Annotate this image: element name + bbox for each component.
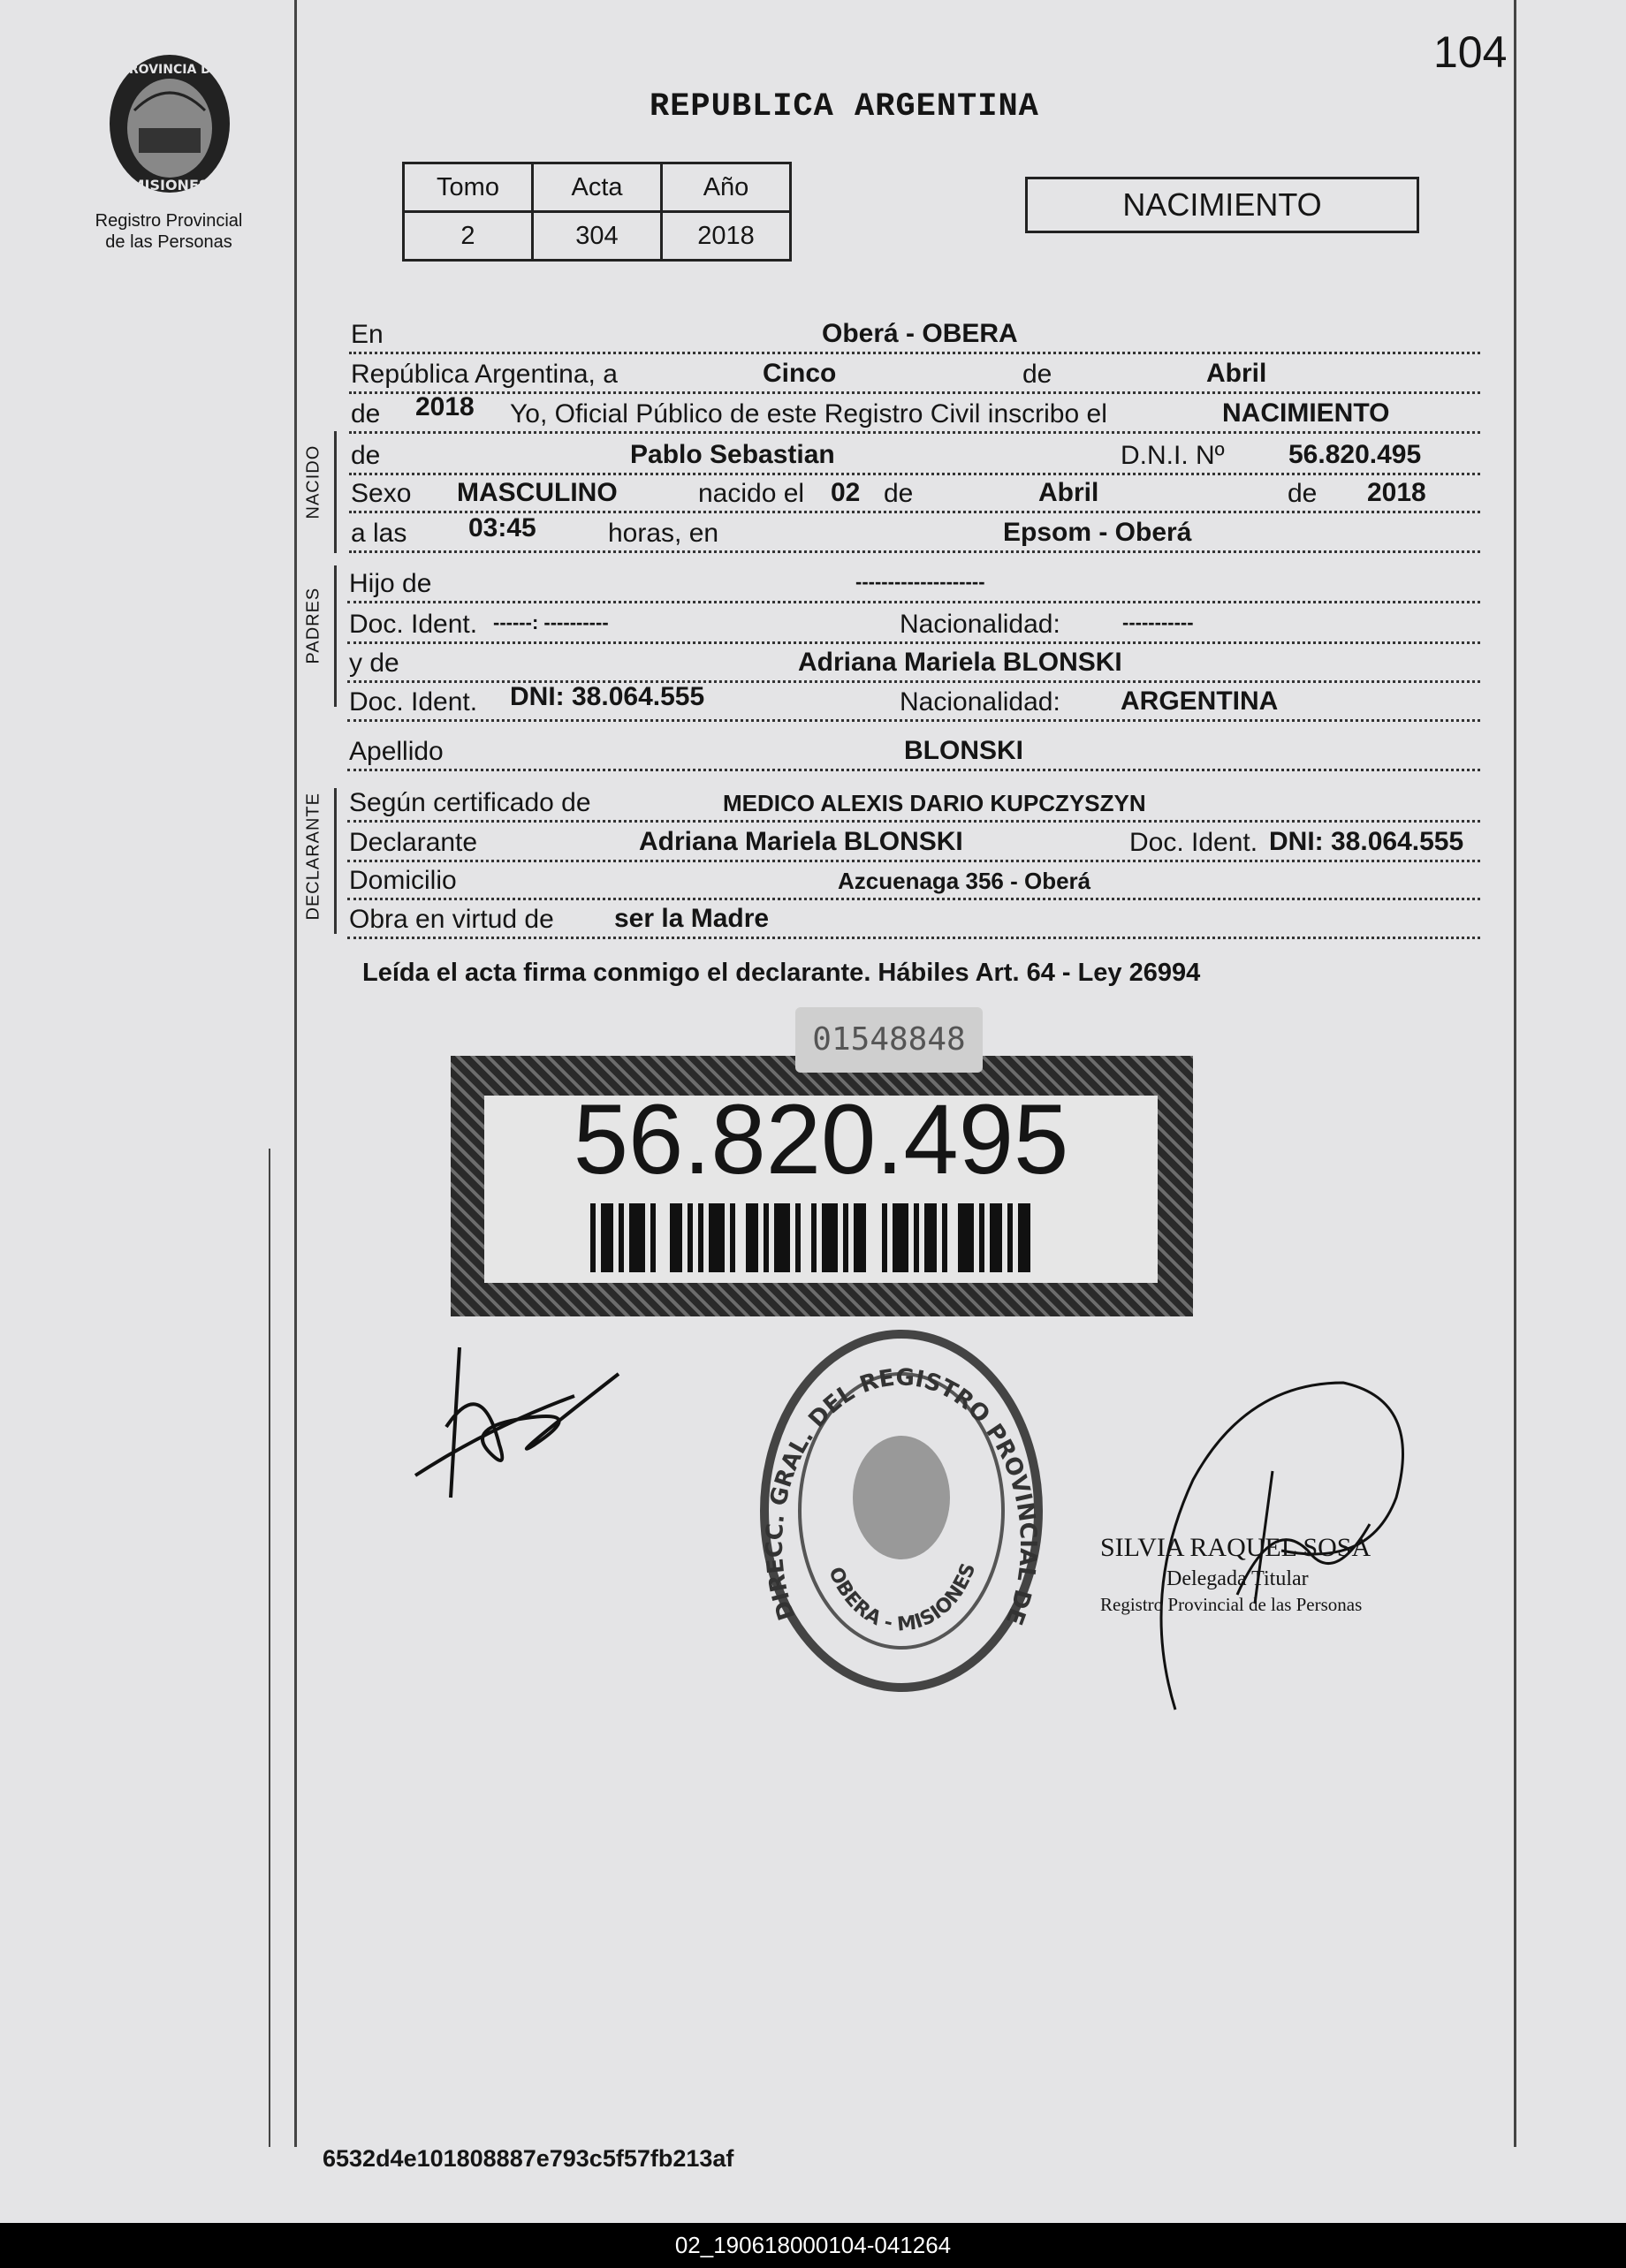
stamp-outer-text: DIRECC. GRAL. DEL REGISTRO PROVINCIAL DE [761,1364,1042,1628]
inner-margin-line [269,1149,270,2147]
serial-number: 01548848 [795,1007,983,1073]
row-en [349,318,1480,354]
barcode-icon [590,1203,1032,1272]
label-sexo: Sexo [351,479,414,509]
value-en: Oberá - OBERA [822,319,1018,348]
registry-label-line1: Registro Provincial [95,211,243,231]
value-sexo: MASCULINO [457,478,618,507]
logo-text-top: PROVINCIA DE [119,63,220,77]
value-domicilio: Azcuenaga 356 - Oberá [838,868,1091,894]
value-doc1: ------: ---------- [493,611,609,633]
page-number: 104 [1433,27,1508,77]
label-yde: y de [349,649,403,679]
label-horas-en: horas, en [608,519,722,549]
row-nombre [349,439,1480,475]
value-tomo: 2 [404,212,533,261]
label-nacido-el: nacido el [698,479,808,509]
row-doc1 [347,608,1480,644]
row-apellido [347,735,1480,771]
value-doc3: DNI: 38.064.555 [1269,827,1464,856]
value-dni: 56.820.495 [1288,440,1422,469]
label-nac1: Nacionalidad: [900,610,1064,640]
value-anio: 2018 [662,212,791,261]
value-nacido-dia: 02 [831,478,861,507]
registry-label [84,210,254,253]
row-obra [347,903,1480,939]
value-nacido-anio: 2018 [1367,478,1426,507]
label-alas: a las [351,519,410,549]
label-de2: de [884,479,916,509]
side-label-nacido: NACIDO [303,444,323,520]
row-republica [349,358,1480,394]
value-hora: 03:45 [468,513,536,542]
row-hijo [347,567,1480,603]
logo-text-bottom: MISIONES [130,177,209,193]
value-hijo: -------------------- [855,571,985,593]
dni-big-number: 56.820.495 [573,1084,1069,1195]
value-madre: Adriana Mariela BLONSKI [798,648,1122,677]
act-type-box: NACIMIENTO [1025,177,1419,233]
label-republica: República Argentina, a [351,360,621,390]
side-label-padres: PADRES [303,587,323,664]
row-doc2 [347,682,1480,722]
value-obra: ser la Madre [614,904,770,933]
official-registry: Registro Provincial de las Personas [1100,1594,1363,1615]
row-madre [347,647,1480,683]
label-apellido: Apellido [349,737,447,767]
country-title: REPUBLICA ARGENTINA [650,88,1039,125]
document-hash: 6532d4e101808887e793c5f57fb213af [323,2145,734,2172]
value-nombre: Pablo Sebastian [630,440,835,469]
left-margin-line [294,0,297,2147]
label-dni: D.N.I. Nº [1121,441,1228,471]
row-sexo [349,477,1480,513]
province-logo [99,49,240,203]
value-certificado: MEDICO ALEXIS DARIO KUPCZYSZYN [723,790,1146,816]
label-doc1: Doc. Ident. [349,610,481,640]
value-day-word: Cinco [763,359,837,388]
registry-label-line2: de las Personas [105,232,232,252]
nacido-bracket [334,431,337,553]
value-doc2: DNI: 38.064.555 [510,682,705,711]
value-nac1: ----------- [1122,611,1194,633]
label-certificado: Según certificado de [349,788,595,818]
label-declarante: Declarante [349,828,481,858]
row-hora [349,513,1480,553]
label-yo: Yo, Oficial Público de este Registro Civil inscribo el [510,399,1111,429]
row-domicilio [347,864,1480,900]
record-table [402,162,792,262]
value-nac2: ARGENTINA [1121,686,1279,716]
official-name: SILVIA RAQUEL SOSA [1100,1533,1371,1562]
label-de3: de [1288,479,1320,509]
label-domicilio: Domicilio [349,866,460,896]
header-tomo: Tomo [404,163,533,212]
stamp-inner-text: OBERA - MISIONES [824,1560,981,1636]
label-de: de [1022,360,1055,390]
official-title: Delegada Titular [1166,1567,1309,1590]
closing-text: Leída el acta firma conmigo el declarante. Hábiles Art. 64 - Ley 26994 [362,959,1201,987]
row-certificado [347,786,1480,823]
label-year-de: de [351,399,384,429]
side-label-declarante: DECLARANTE [303,793,323,921]
value-month: Abril [1206,359,1267,388]
declarante-bracket [334,788,337,934]
label-nombre: de [351,441,384,471]
header-acta: Acta [533,163,662,212]
value-lugar: Epsom - Oberá [1003,518,1192,547]
header-anio: Año [662,163,791,212]
footer-id: 02_190618000104-041264 [0,2223,1626,2268]
label-en: En [351,320,387,350]
official-stamp [756,1325,1047,1696]
label-nac2: Nacionalidad: [900,687,1064,717]
value-apellido: BLONSKI [904,736,1023,765]
padres-bracket [334,565,337,707]
value-nacido-mes: Abril [1038,478,1099,507]
right-margin-line [1514,0,1516,2147]
label-hijo: Hijo de [349,569,435,599]
value-year: 2018 [415,392,475,421]
left-signature [411,1321,623,1506]
label-obra: Obra en virtud de [349,905,558,935]
label-doc3: Doc. Ident. [1129,828,1261,858]
row-year [349,392,1480,434]
value-acta: 304 [533,212,662,261]
value-inscribo: NACIMIENTO [1222,398,1390,428]
row-declarante [347,826,1480,862]
label-doc2: Doc. Ident. [349,687,481,717]
value-declarante: Adriana Mariela BLONSKI [639,827,963,856]
